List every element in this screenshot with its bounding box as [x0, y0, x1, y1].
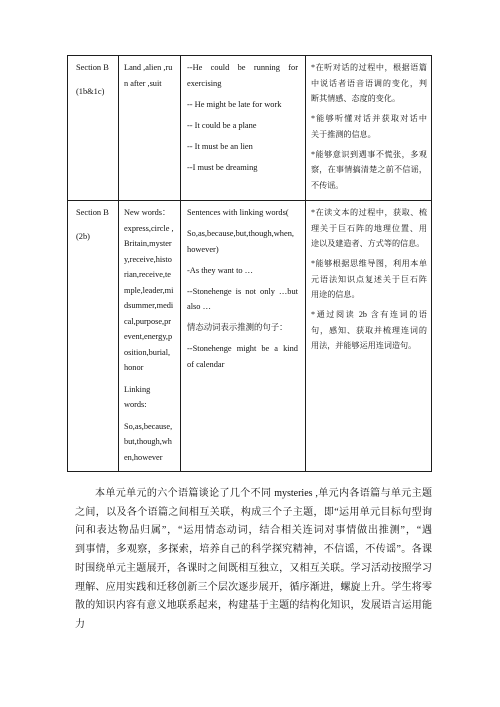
cell-line: honor [124, 363, 144, 372]
cell-line: however) [187, 244, 219, 254]
cell-line: 情态动词表示推测的句子： [187, 323, 288, 332]
cell-line: (1b&1c) [76, 86, 105, 96]
cell-paragraph [124, 205, 178, 376]
cell-paragraph [124, 382, 178, 413]
cell-line: rian,receive,te [124, 270, 171, 279]
cell-line: 元语法知识点复述关于巨石阵 [311, 274, 427, 284]
summary-line: 问和表达物品归属”，“运用情态动词，结合相关连词对事情做出推测”，“遇 [75, 525, 432, 537]
summary-line: 理解、应用实践和迁移创新三个层次逐步展开，循序渐进，螺旋上升。学生将零 [75, 581, 432, 593]
summary-paragraph [75, 485, 432, 635]
cell-paragraph [187, 118, 298, 134]
cell-line: 用途的信息。 [311, 290, 360, 299]
summary-line: 散的知识内容有意义地联系起来，构建基于主题的结构化知识，发展语言运用能 [75, 600, 432, 612]
summary-line: 本单元单元的六个语篇谈论了几个不同 mysteries ,单元内各语篇与单元主题 [95, 488, 432, 499]
cell-line: -- It must be an lien [187, 141, 253, 151]
section-cell [68, 201, 119, 472]
cell-line: Section B [76, 63, 109, 72]
cell-paragraph [187, 320, 298, 336]
cell-line: Linking [124, 384, 151, 394]
cell-line: 中说话者语音语调的变化，判 [311, 78, 427, 88]
cell-line: en,however [124, 452, 163, 462]
cell-line: New words： [124, 208, 171, 217]
cell-paragraph [187, 341, 298, 372]
cell-line: 断其情感、态度的变化。 [311, 94, 401, 103]
cell-line: Land ,alien ,ru [124, 63, 173, 72]
cell-line: *在听对话的过程中，根据语篇 [311, 63, 427, 72]
cell-paragraph [187, 60, 298, 91]
cell-line: 理关于巨石阵的地理位置、用 [311, 223, 427, 233]
objectives-cell [306, 201, 432, 472]
cell-line: *在读文本的过程中，获取、梳 [311, 208, 427, 217]
cell-line: also … [187, 302, 211, 311]
summary-line: 时围绕单元主题展开，各课时之间既相互独立，又相互关联。学习活动按照学习 [75, 562, 432, 574]
vocabulary-cell [119, 56, 181, 201]
cell-paragraph [311, 205, 427, 252]
cell-line: event,energy,p [124, 332, 173, 341]
cell-paragraph [187, 284, 298, 315]
cell-line: osition,burial, [124, 347, 171, 357]
cell-paragraph [124, 60, 178, 91]
cell-paragraph [311, 111, 427, 142]
cell-line: mple,leader,mi [124, 285, 174, 295]
cell-line: *通过阅读 2b 含有连词的语 [311, 310, 427, 319]
lesson-plan-table [67, 55, 432, 472]
cell-line: express,circle , [124, 223, 174, 233]
cell-line: 途以及建造者、方式等的信息。 [311, 239, 425, 248]
cell-line: 察，在事情搞清楚之前不信谣， [311, 165, 427, 174]
cell-paragraph [187, 205, 298, 221]
section-cell [68, 56, 119, 201]
sentence-patterns-cell [181, 201, 306, 472]
cell-line: Sentences with linking words( [187, 208, 289, 217]
cell-line: --I must be dreaming [187, 162, 258, 172]
cell-line: -- It could be a plane [187, 120, 257, 130]
summary-line: 之间，以及各个语篇之间相互关联，构成三个子主题，即“运用单元目标句型询 [75, 506, 432, 518]
cell-paragraph [311, 147, 427, 194]
cell-line: Britain,myster [124, 239, 172, 248]
cell-line: words: [124, 400, 147, 409]
cell-line: Section B [76, 208, 109, 217]
objectives-cell [306, 56, 432, 201]
cell-paragraph [187, 139, 298, 155]
cell-line: cal,purpose,pr [124, 316, 171, 326]
cell-paragraph [124, 419, 178, 466]
cell-line: (2b) [76, 231, 90, 241]
cell-line: 用法，并能够运用连词造句。 [311, 341, 417, 350]
vocabulary-cell [119, 201, 181, 472]
cell-line: So,as,because, [124, 421, 173, 431]
summary-line: 到事情，多观察，多探索，培养自己的科学探究精神，不信谣，不传谣”。各课 [75, 544, 432, 556]
cell-line: but,though,wh [124, 437, 172, 446]
cell-line: *能够根据思维导图，利用本单 [311, 259, 427, 268]
cell-line: --He could be running for [187, 63, 298, 72]
cell-paragraph [76, 205, 116, 221]
cell-line: exercising [187, 78, 222, 88]
cell-line: --Stonehenge might be a kind [187, 344, 298, 353]
cell-line: So,as,because,but,though,when, [187, 229, 294, 238]
cell-paragraph [76, 229, 116, 245]
cell-line: 不传谣。 [311, 180, 344, 190]
cell-paragraph [311, 307, 427, 354]
cell-line: 句，感知、获取并梳理连词的 [311, 325, 427, 335]
cell-line: y,receive,histo [124, 254, 172, 264]
cell-line: -As they want to … [187, 265, 254, 275]
cell-paragraph [187, 160, 298, 176]
cell-line: n after ,suit [124, 78, 162, 88]
cell-line: 关于推测的信息。 [311, 129, 376, 139]
cell-paragraph [187, 226, 298, 257]
cell-paragraph [187, 97, 298, 113]
cell-line: -- He might be late for work [187, 99, 282, 109]
cell-line: *能够意识到遇事不慌张，多观 [311, 149, 427, 159]
cell-paragraph [76, 84, 116, 100]
cell-line: of calendar [187, 359, 225, 369]
cell-paragraph [311, 256, 427, 303]
cell-line: --Stonehenge is not only …but [187, 286, 298, 296]
sentence-patterns-cell [181, 56, 306, 201]
cell-paragraph [311, 60, 427, 107]
summary-line: 力 [75, 618, 85, 630]
cell-paragraph [76, 60, 116, 76]
cell-line: dsummer,medi [124, 301, 174, 310]
cell-line: *能够听懂对话并获取对话中 [311, 114, 427, 123]
cell-paragraph [187, 263, 298, 279]
